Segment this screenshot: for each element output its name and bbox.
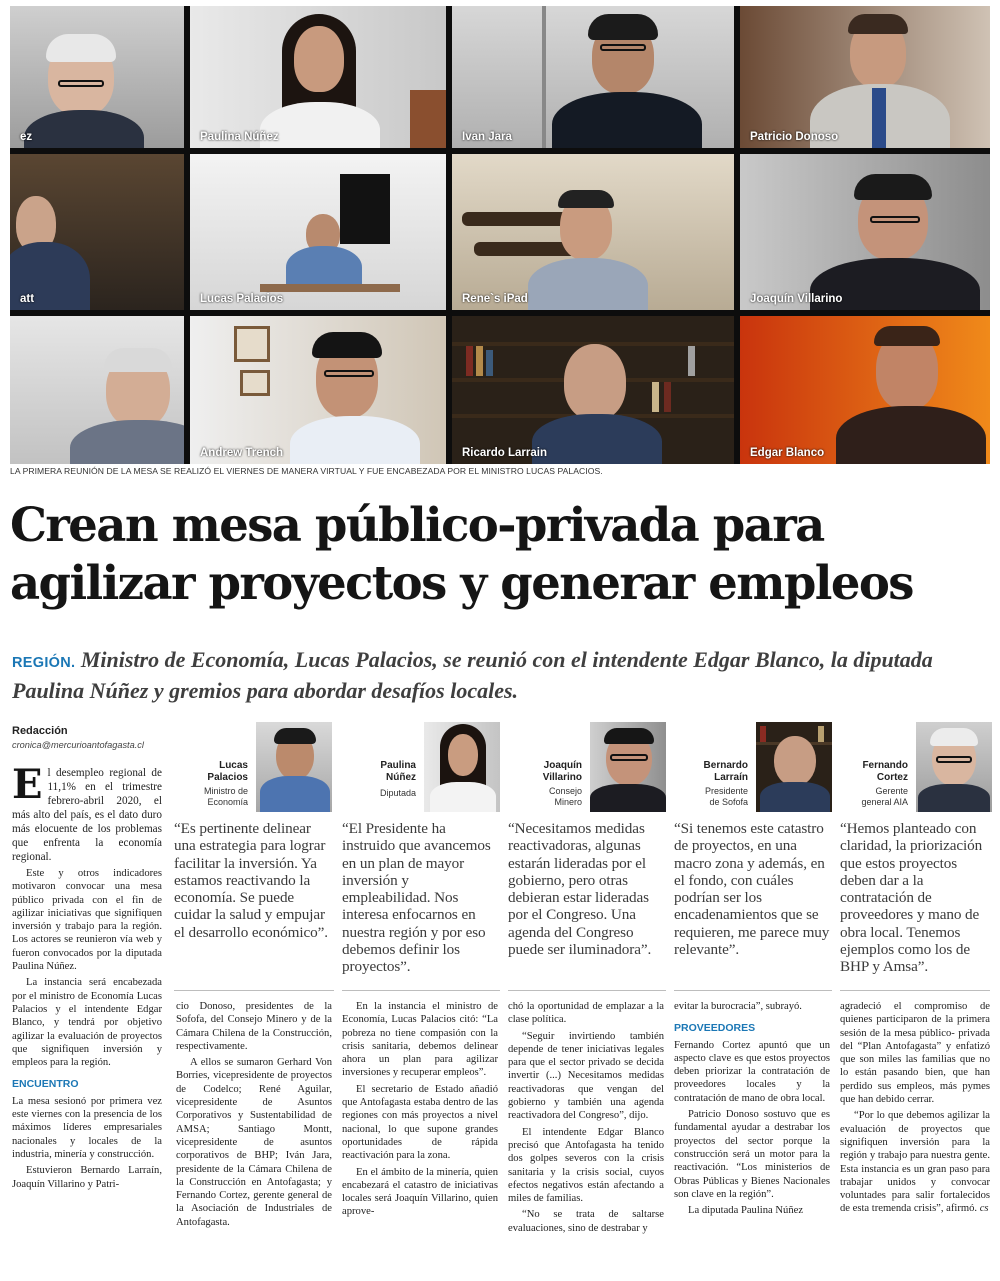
- article-paragraph: chó la oportunidad de emplazar a la clase política.: [508, 1001, 664, 1026]
- subheading: ENCUENTRO: [12, 1078, 79, 1091]
- quote-name: Paulina Núñez: [380, 760, 416, 783]
- quote-role: Consejo Minero: [548, 786, 582, 807]
- article-column-1: [12, 761, 162, 1194]
- lead-kicker: REGIÓN.: [12, 655, 76, 671]
- lead-paragraph: [12, 646, 990, 704]
- video-tile: [190, 154, 446, 310]
- byline-name: Redacción: [12, 725, 68, 737]
- article-paragraph: A ellos se sumaron Gerhard Von Borries, vicepresidente de proyectos de Codelco; René Aguilar, vicepresidente de Asuntos Corporativos y Sustentabilidad de AMSA; Santiago Montt, vicepresidente de asuntos corporativos de BHP; Iván Jara, presidente de la Cámara Chilena de la Construcción en Antofagasta; y Fernando Cortez, gerente general de la Asociación de Industriales de Antofagasta.: [176, 1057, 332, 1228]
- quote-block-bernardo-larrain: [674, 722, 832, 958]
- quote-role: Presidente de Sofofa: [704, 786, 748, 807]
- portrait-photo: [916, 722, 992, 812]
- quote-text: “Necesitamos medidas reactivadoras, algunas estarán lideradas por el gobierno, pero otras debieran estar lideradas por el Congreso. Una agenda del Congreso puede ser iluminadora”.: [508, 820, 652, 959]
- quote-divider: [342, 990, 500, 991]
- byline: [12, 725, 172, 750]
- article-paragraph: Patricio Donoso sostuvo que es fundamental ayudar a destrabar los proyectos del sector porque la construcción será un motor para la reactivación. “Los ministerios de Obras Públicas y Bienes Nacionales son clave en la región”.: [674, 1109, 830, 1200]
- portrait-photo: [256, 722, 332, 812]
- article-paragraph: La diputada Paulina Núñez: [688, 1205, 804, 1217]
- participant-label: Joaquín Villarino: [750, 293, 843, 305]
- byline-email: cronica@mercurioantofagasta.cl: [12, 740, 144, 750]
- participant-label: Paulina Núñez: [200, 131, 279, 143]
- article-paragraph: El secretario de Estado añadió que Antofagasta estaba dentro de las regiones con más proyectos a nivel nacional, lo que supone grandes oportunidades de rápida reactivación para la zona.: [342, 1083, 498, 1162]
- quote-name: Joaquín Villarino: [542, 760, 582, 783]
- video-tile: [740, 154, 990, 310]
- quote-text: “Es pertinente delinear una estrategia para lograr facilitar la inversión. Ya estamos reactivando la economía. Se puede cuidar la salud y empujar el desarrollo económico”.: [174, 820, 328, 941]
- article-paragraph: El intendente Edgar Blanco precisó que Antofagasta ha tenido dos golpes severos con la crisis sanitaria y la crisis social, cuyos efectos negativos están afectando a miles de familias.: [508, 1126, 664, 1205]
- quote-divider: [840, 990, 990, 991]
- quote-block-lucas-palacios: [174, 722, 332, 941]
- article-paragraph: “Seguir invirtiendo también depende de tener iniciativas legales para que el sector privado se decida invertir (...) Necesitamos medidas reactivadoras que vengan del gobierno y también una agenda reactivadora del Congreso”, dijo.: [508, 1030, 664, 1122]
- article-column-2: [176, 1000, 332, 1232]
- participant-label: Lucas Palacios: [200, 293, 284, 305]
- article-paragraph: Fernando Cortez apuntó que un aspecto clave es que estos proyectos deben priorizar la contratación de proveedores locales y la contratación de mano de obra local.: [674, 1039, 830, 1104]
- photo-caption: LA PRIMERA REUNIÓN DE LA MESA SE REALIZÓ EL VIERNES DE MANERA VIRTUAL Y FUE ENCABEZADA POR EL MINISTRO LUCAS PALACIOS.: [10, 466, 603, 476]
- quote-role: Gerente general AIA: [861, 786, 908, 807]
- quote-text: “Si tenemos este catastro de proyectos, en una macro zona y además, en el fondo, con cuáles podrían ser los encadenamientos que se requieren, me parece muy relevante”.: [674, 820, 830, 959]
- video-tile: [740, 6, 990, 148]
- participant-label: att: [20, 293, 35, 305]
- video-tile: [190, 6, 446, 148]
- quote-divider: [174, 990, 334, 991]
- article-column-5: [674, 1000, 830, 1220]
- video-tile: [452, 154, 734, 310]
- quote-text: “Hemos planteado con claridad, la priorización que estos proyectos deben dar a la contratación de proveedores y mano de obra local. Tenemos ejemplos como los de BHP y Amsa”.: [840, 820, 983, 976]
- video-tile: [190, 316, 446, 464]
- article-paragraph: Estuvieron Bernardo Larraín, Joaquín Villarino y Patri-: [12, 1165, 162, 1190]
- participant-label: Andrew Trench: [200, 447, 284, 459]
- article-paragraph: agradeció el compromiso de quienes participaron de la primera sesión de la mesa público- privada del “Plan Antofagasta” y enfatizó que son miles las familias que no lo están pasando bien, que han perdido sus empleos, más pymes que han debido cerrar.: [840, 1001, 990, 1106]
- quote-name: Fernando Cortez: [862, 760, 908, 783]
- article-paragraph: En el ámbito de la minería, quien encabezará el catastro de iniciativas locales será Joaquín Villarino, quien aprove-: [342, 1166, 498, 1218]
- portrait-photo: [424, 722, 500, 812]
- end-mark-icon: cs: [979, 1203, 989, 1215]
- article-paragraph: Este y otros indicadores motivaron convocar una mesa público privada con el fin de agilizar iniciativas que signifiquen inversión y trabajo para la región. Los actores se reunieron vía web y fueron convocados por la diputada Paulina Núñez.: [12, 868, 162, 973]
- lead-text: Ministro de Economía, Lucas Palacios, se reunió con el intendente Edgar Blanco, la diputada Paulina Núñez y gremios para abordar desafíos locales.: [12, 647, 933, 703]
- quote-name: Bernardo Larraín: [703, 760, 748, 783]
- article-column-4: [508, 1000, 664, 1238]
- article-column-6: [840, 1000, 990, 1219]
- quote-block-fernando-cortez: [840, 722, 992, 976]
- participant-label: Ivan Jara: [462, 131, 512, 143]
- quote-block-paulina-nunez: [342, 722, 500, 976]
- article-paragraph: El desempleo regional de 11,1% en el trimestre febrero-abril 2020, el más alto del país, es el dato duro más elocuente de los problemas que enfrenta la economía regional.: [12, 761, 162, 863]
- video-tile: [10, 154, 184, 310]
- quote-block-joaquin-villarino: [508, 722, 666, 958]
- participant-label: ez: [20, 131, 33, 143]
- participant-label: Edgar Blanco: [750, 447, 825, 459]
- participant-label: Rene`s iPad: [462, 293, 528, 305]
- article-column-3: [342, 1000, 498, 1222]
- video-tile: [452, 6, 734, 148]
- video-tile: [10, 6, 184, 148]
- quote-divider: [508, 990, 666, 991]
- article-paragraph: La instancia será encabezada por el ministro de Economía Lucas Palacios y el intendente Edgar Blanco, y tendrá por objetivo agilizar la evaluación de proyectos que signifiquen inversión y empleos para la región.: [12, 977, 162, 1069]
- video-tile: [740, 316, 990, 464]
- subheading: PROVEEDORES: [674, 1022, 756, 1035]
- participant-label: Ricardo Larrain: [462, 447, 547, 459]
- portrait-photo: [590, 722, 666, 812]
- drop-cap: E: [12, 761, 43, 808]
- video-tile: [452, 316, 734, 464]
- portrait-photo: [756, 722, 832, 812]
- quote-role: Ministro de Economía: [203, 786, 248, 807]
- article-paragraph: “Por lo que debemos agilizar la evaluación de proyectos que signifiquen inversión para la región y trabajo para nuestra gente. Esta instancia es un gran paso para trabajar unidos y convocar voluntades para salir fortalecidos de esta tremenda crisis”, afirmó. cs: [840, 1110, 990, 1215]
- article-paragraph: “No se trata de saltarse evaluaciones, sino de destrabar y: [508, 1209, 664, 1234]
- article-paragraph: La mesa sesionó por primera vez este viernes con la presencia de los máximos líderes empresariales nacionales y locales de la industria, minería y construcción.: [12, 1095, 162, 1160]
- article-paragraph: En la instancia el ministro de Economía, Lucas Palacios citó: “La pobreza no tiene compasión con la crisis sanitaria, debemos delinear ahora un plan para agilizar inversiones y recuperar empleos”.: [342, 1001, 498, 1079]
- article-paragraph: cio Donoso, presidentes de la Sofofa, del Consejo Minero y de la Cámara Chilena de la Construcción, respectivamente.: [176, 1001, 332, 1052]
- article-paragraph: evitar la burocracia”, subrayó.: [674, 1001, 802, 1012]
- video-tile: [10, 316, 184, 464]
- headline: [10, 496, 995, 612]
- quote-text: “El Presidente ha instruido que avancemos en un plan de mayor inversión y empleabilidad. Nos interesa enfocarnos en nuestra región y por eso debemos definir los proyectos”.: [342, 820, 491, 976]
- headline-line-1: Crean mesa público-privada para: [10, 497, 824, 552]
- quote-divider: [674, 990, 832, 991]
- quote-name: Lucas Palacios: [207, 760, 248, 783]
- headline-line-2: agilizar proyectos y generar empleos: [10, 555, 913, 610]
- video-call-photo: [10, 6, 990, 464]
- participant-label: Patricio Donoso: [750, 131, 839, 143]
- quote-role: Diputada: [379, 788, 416, 798]
